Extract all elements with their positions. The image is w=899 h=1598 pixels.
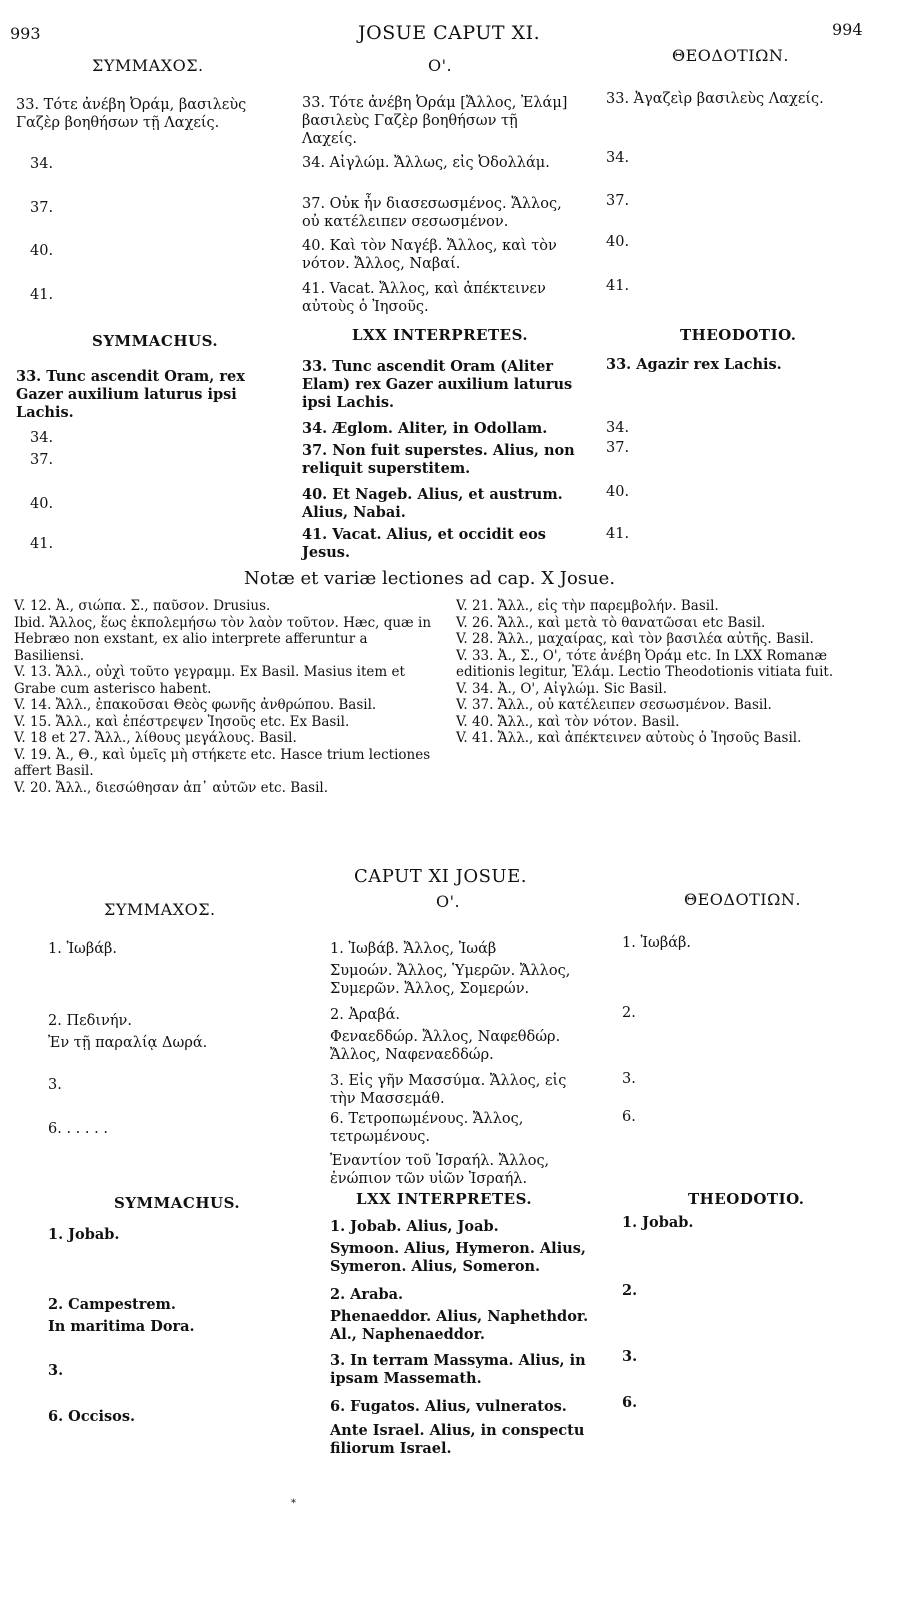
column-head-theodotion-greek-2: ΘΕΟΔΟΤΙΩΝ.	[684, 890, 801, 909]
greek2-left-2b: Ἐν τῇ παραλίᾳ Δωρά.	[48, 1035, 208, 1051]
greek2-mid-6: 6. Τετροπωμένους. Ἄλλος, τετρωμένους.	[330, 1111, 524, 1145]
note-right-5: V. 34. Ἀ., Ο', Αἰγλώμ. Sic Basil.	[456, 680, 667, 697]
note-left-2: Ibid. Ἄλλος, ἕως ἐκπολεμήσω τὸν λαὸν τοῦτον. Hæc, quæ in Hebræo non exstant, ex alio interprete afferuntur a Basiliensi.	[14, 614, 432, 664]
greek2-mid-1: 1. Ἰωβάβ. Ἄλλος, Ἰωάβ	[330, 941, 497, 957]
latin2-right-1: 1. Jobab.	[622, 1214, 694, 1231]
column-head-symmachus-latin-2: SYMMACHUS.	[114, 1194, 241, 1212]
column-head-theodotion-latin: THEODOTIO.	[680, 326, 797, 344]
column-head-lxx-greek-2: Ο'.	[436, 892, 461, 911]
greek-mid-40: 40. Καὶ τὸν Ναγέβ. Ἄλλος, καὶ τὸν νότον. Ἄλλος, Ναβαί.	[302, 238, 557, 272]
column-head-lxx-latin: LXX INTERPRETES.	[352, 326, 529, 344]
greek2-left-2: 2. Πεδινήν.	[48, 1013, 132, 1029]
latin2-mid-3: 3. In terram Massyma. Alius, in ipsam Massemath.	[330, 1352, 586, 1387]
greek-mid-33: 33. Τότε ἀνέβη Ὀράμ [Ἄλλος, Ἐλάμ] βασιλεὺς Γαζὲρ βοηθήσων τῇ Λαχείς.	[302, 95, 568, 147]
column-head-symmachus-greek: ΣΥΜΜΑΧΟΣ.	[92, 56, 204, 75]
latin2-right-2: 2.	[622, 1282, 638, 1299]
column-head-symmachus-latin: SYMMACHUS.	[92, 332, 219, 350]
greek-right-34: 34.	[606, 150, 630, 166]
latin2-mid-1: 1. Jobab. Alius, Joab.	[330, 1218, 499, 1235]
greek-mid-34: 34. Αἰγλώμ. Ἄλλως, εἰς Ὀδολλάμ.	[302, 155, 550, 171]
note-right-2: V. 26. Ἄλλ., καὶ μετὰ τὸ θανατῶσαι etc Basil.	[456, 614, 766, 631]
greek-right-40: 40.	[606, 234, 630, 250]
note-right-8: V. 41. Ἄλλ., καὶ ἀπέκτεινεν αὐτοὺς ὁ Ἰησοῦς Basil.	[456, 730, 802, 746]
column-head-theodotion-greek: ΘΕΟΔΟΤΙΩΝ.	[672, 46, 789, 65]
latin2-left-6: 6. Occisos.	[48, 1408, 136, 1425]
note-left-6: V. 18 et 27. Ἄλλ., λίθους μεγάλους. Basil.	[14, 730, 297, 746]
greek-left-34: 34.	[30, 156, 54, 172]
greek2-mid-1b: Συμοών. Ἄλλος, Ὑμερῶν. Ἄλλος, Συμερῶν. Ἄλλος, Σομερών.	[330, 963, 571, 997]
notes-right-column	[456, 598, 882, 747]
latin2-left-2b: In maritima Dora.	[48, 1318, 195, 1335]
greek-left-33: 33. Τότε ἀνέβη Ὀράμ, βασιλεὺς Γαζὲρ βοηθήσων τῇ Λαχείς.	[16, 97, 247, 131]
latin-right-33: 33. Agazir rex Lachis.	[606, 356, 782, 373]
page-title: JOSUE CAPUT XI.	[358, 22, 541, 44]
greek2-mid-6b: Ἐναντίον τοῦ Ἰσραήλ. Ἄλλος, ἐνώπιον τῶν υἱῶν Ἰσραήλ.	[330, 1153, 550, 1187]
greek-left-41: 41.	[30, 287, 54, 303]
column-head-lxx-latin-2: LXX INTERPRETES.	[356, 1190, 533, 1208]
note-left-4: V. 14. Ἄλλ., ἐπακοῦσαι Θεὸς φωνῆς ἀνθρώπου. Basil.	[14, 697, 377, 713]
latin-mid-41: 41. Vacat. Alius, et occidit eos Jesus.	[302, 526, 546, 561]
greek-right-33: 33. Ἀγαζεὶρ βασιλεὺς Λαχείς.	[606, 91, 824, 107]
note-right-1: V. 21. Ἄλλ., εἰς τὴν παρεμβολήν. Basil.	[456, 598, 719, 614]
section2-title: CAPUT XI JOSUE.	[354, 866, 527, 887]
greek2-right-3: 3.	[622, 1071, 636, 1087]
latin-left-40: 40.	[30, 496, 54, 512]
greek2-left-1: 1. Ἰωβάβ.	[48, 941, 117, 957]
note-right-7: V. 40. Ἄλλ., καὶ τὸν νότον. Basil.	[456, 713, 680, 730]
latin-mid-37: 37. Non fuit superstes. Alius, non reliquit superstitem.	[302, 442, 575, 477]
column-head-symmachus-greek-2: ΣΥΜΜΑΧΟΣ.	[104, 900, 216, 919]
note-left-7: V. 19. Ἀ., Θ., καὶ ὑμεῖς μὴ στήκετε etc. Hasce trium lectiones affert Basil.	[14, 746, 431, 779]
greek-right-41: 41.	[606, 278, 630, 294]
latin-mid-33: 33. Tunc ascendit Oram (Aliter Elam) rex Gazer auxilium laturus ipsi Lachis.	[302, 358, 573, 411]
greek-left-40: 40.	[30, 243, 54, 259]
note-right-4: V. 33. Ἀ., Σ., Ο', τότε ἀνέβη Ὀράμ etc. In LXX Romanæ editionis legitur, Ἐλάμ. Lectio Theodotionis vitiata fuit.	[456, 647, 834, 680]
greek2-left-6: 6. . . . . .	[48, 1121, 108, 1137]
latin2-right-6: 6.	[622, 1394, 638, 1411]
footer-mark: *	[291, 1498, 296, 1509]
latin2-left-3: 3.	[48, 1362, 64, 1379]
page-number-left: 993	[10, 24, 41, 43]
greek-right-37: 37.	[606, 193, 630, 209]
notes-title: Notæ et variæ lectiones ad cap. X Josue.	[244, 568, 616, 589]
latin2-mid-2b: Phenaeddor. Alius, Naphethdor. Al., Naphenaeddor.	[330, 1308, 589, 1343]
page-number-right: 994	[832, 20, 863, 39]
greek2-right-6: 6.	[622, 1109, 636, 1125]
latin2-mid-6b: Ante Israel. Alius, in conspectu filiorum Israel.	[330, 1422, 585, 1457]
latin-left-33: 33. Tunc ascendit Oram, rex Gazer auxilium laturus ipsi Lachis.	[16, 368, 245, 421]
note-left-8: V. 20. Ἄλλ., διεσώθησαν ἀπ᾽ αὐτῶν etc. Basil.	[14, 779, 329, 796]
greek2-mid-2: 2. Ἀραβά.	[330, 1007, 401, 1023]
greek2-mid-2b: Φεναεδδώρ. Ἄλλος, Ναφεθδώρ. Ἄλλος, Ναφεναεδδώρ.	[330, 1029, 561, 1063]
latin-left-41: 41.	[30, 536, 54, 552]
greek2-mid-3: 3. Εἰς γῆν Μασσύμα. Ἄλλος, εἰς τὴν Μασσεμάθ.	[330, 1073, 567, 1107]
latin-right-40: 40.	[606, 484, 630, 500]
note-left-1: V. 12. Ἀ., σιώπα. Σ., παῦσον. Drusius.	[14, 598, 271, 614]
note-right-3: V. 28. Ἄλλ., μαχαίρας, καὶ τὸν βασιλέα αὐτῆς. Basil.	[456, 631, 814, 647]
latin2-mid-1b: Symoon. Alius, Hymeron. Alius, Symeron. Alius, Someron.	[330, 1240, 586, 1275]
greek2-right-1: 1. Ἰωβάβ.	[622, 935, 691, 951]
latin-right-41: 41.	[606, 526, 630, 542]
notes-left-column	[14, 598, 434, 796]
greek-mid-37: 37. Οὐκ ἦν διασεσωσμένος. Ἄλλος, οὐ κατέλειπεν σεσωσμένον.	[302, 196, 562, 230]
greek2-right-2: 2.	[622, 1005, 636, 1021]
latin2-mid-2: 2. Araba.	[330, 1286, 404, 1303]
column-head-lxx-greek: Ο'.	[428, 56, 453, 75]
latin-left-37: 37.	[30, 452, 54, 468]
greek-left-37: 37.	[30, 200, 54, 216]
latin-right-34: 34.	[606, 420, 630, 436]
latin-left-34: 34.	[30, 430, 54, 446]
latin2-mid-6: 6. Fugatos. Alius, vulneratos.	[330, 1398, 567, 1415]
latin-mid-40: 40. Et Nageb. Alius, et austrum. Alius, Nabai.	[302, 486, 563, 521]
note-left-5: V. 15. Ἄλλ., καὶ ἐπέστρεψεν Ἰησοῦς etc. Ex Basil.	[14, 713, 350, 730]
latin2-right-3: 3.	[622, 1348, 638, 1365]
note-right-6: V. 37. Ἄλλ., οὐ κατέλειπεν σεσωσμένον. Basil.	[456, 697, 772, 713]
latin-right-37: 37.	[606, 440, 630, 456]
column-head-theodotion-latin-2: THEODOTIO.	[688, 1190, 805, 1208]
latin2-left-2: 2. Campestrem.	[48, 1296, 176, 1313]
latin-mid-34: 34. Æglom. Aliter, in Odollam.	[302, 420, 548, 437]
latin2-left-1: 1. Jobab.	[48, 1226, 120, 1243]
note-left-3: V. 13. Ἄλλ., οὐχὶ τοῦτο γεγραμμ. Ex Basil. Masius item et Grabe cum asterisco habent.	[14, 664, 405, 697]
greek-mid-41: 41. Vacat. Ἄλλος, καὶ ἀπέκτεινεν αὐτοὺς ὁ Ἰησοῦς.	[302, 281, 546, 315]
greek2-left-3: 3.	[48, 1077, 62, 1093]
